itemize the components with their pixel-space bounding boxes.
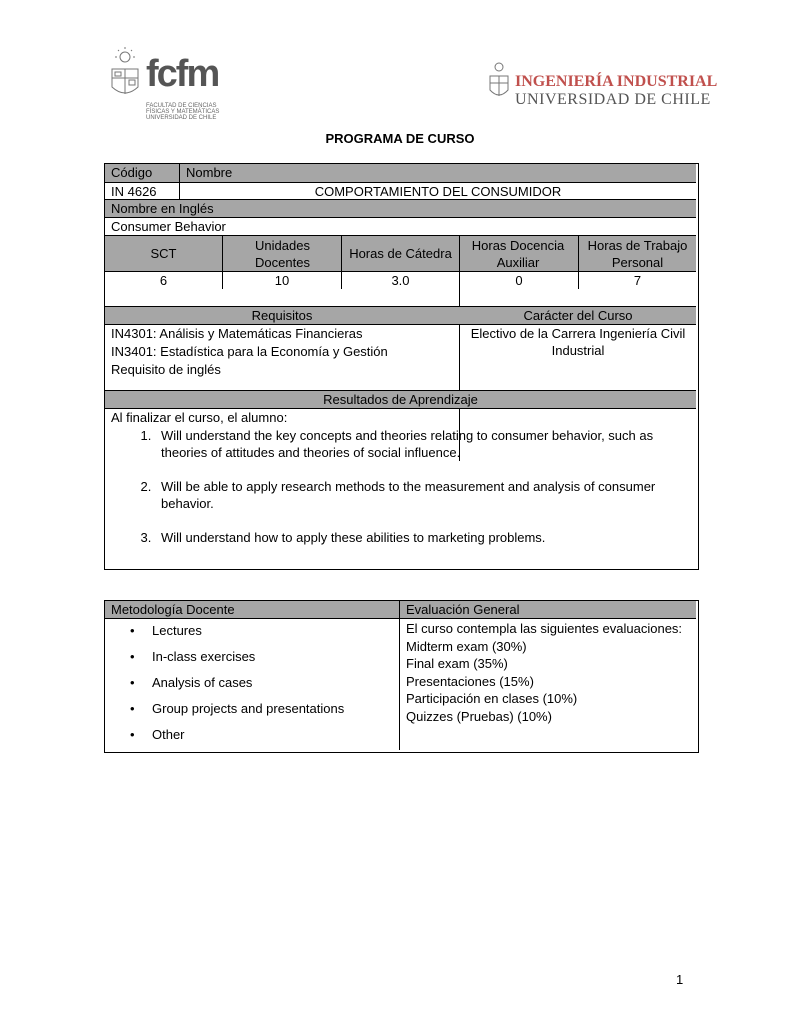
hours-value-catedra: 3.0: [391, 273, 410, 288]
page-title: PROGRAMA DE CURSO: [325, 131, 475, 146]
fcfm-wordmark: fcfm: [146, 53, 219, 95]
ingenieria-industrial-logo: [488, 60, 718, 110]
methodology-table: [104, 600, 699, 753]
methodology-list: [105, 622, 399, 752]
course-character: Electivo de la Carrera Ingeniería Civil Industrial: [470, 326, 686, 358]
methodology-item: • Analysis of cases: [130, 675, 253, 690]
hours-value-sct: 6: [159, 273, 168, 288]
english-name-label: Nombre en Inglés: [111, 201, 214, 216]
fcfm-sub-line: FÍSICAS Y MATEMÁTICAS: [146, 109, 220, 115]
fcfm-sub-line: FACULTAD DE CIENCIAS: [146, 103, 217, 109]
hours-header-sct: SCT: [150, 246, 177, 261]
outcome-item: 2. Will be able to apply research methods to the measurement and analysis of consumer behavior.: [155, 478, 690, 512]
english-name: Consumer Behavior: [111, 219, 226, 234]
hours-value-personal: 7: [633, 273, 642, 288]
outcomes-list: [105, 427, 690, 563]
requirement-item: Requisito de inglés: [111, 362, 221, 377]
hours-header-personal: Horas de Trabajo Personal: [587, 238, 688, 270]
methodology-item: • Lectures: [130, 623, 202, 638]
evaluation-item: Presentaciones (15%): [406, 673, 534, 689]
methodology-item: • Other: [130, 727, 185, 742]
requirement-item: IN4301: Análisis y Matemáticas Financieras: [111, 326, 363, 341]
dept-name: INGENIERÍA INDUSTRIAL: [515, 73, 718, 90]
outcome-item: 1. Will understand the key concepts and theories relating to consumer behavior, such as theories of attitudes and theories of social influence.: [155, 427, 690, 461]
university-seal-icon: [108, 47, 142, 109]
hours-value-auxiliar: 0: [515, 273, 523, 288]
hours-header-auxiliar: Horas Docencia Auxiliar: [471, 238, 565, 270]
course-name: COMPORTAMIENTO DEL CONSUMIDOR: [314, 184, 562, 199]
course-code: IN 4626: [111, 184, 157, 199]
evaluation-item: Participación en clases (10%): [406, 691, 578, 706]
evaluation-label: Evaluación General: [406, 602, 520, 617]
outcome-item: 3. Will understand how to apply these abilities to marketing problems.: [155, 529, 690, 546]
requirement-item: IN3401: Estadística para la Economía y Gestión: [111, 344, 388, 359]
name-label: Nombre: [186, 165, 233, 180]
requirements-label: Requisitos: [251, 308, 313, 323]
page-number: 1: [676, 972, 684, 987]
evaluation-item: Final exam (35%): [406, 656, 508, 671]
hours-header-unidades: Unidades Docentes: [255, 238, 310, 270]
methodology-item: • In-class exercises: [130, 649, 256, 664]
evaluation-list: [400, 620, 696, 725]
hours-value-unidades: 10: [274, 273, 290, 288]
methodology-label: Metodología Docente: [111, 602, 235, 617]
fcfm-logo: [108, 45, 238, 125]
outcomes-intro: Al finalizar el curso, el alumno:: [111, 410, 288, 425]
university-name: UNIVERSIDAD DE CHILE: [515, 91, 711, 108]
course-table: [104, 163, 699, 570]
evaluation-item: Quizzes (Pruebas) (10%): [406, 708, 552, 724]
outcomes-label: Resultados de Aprendizaje: [323, 392, 478, 407]
fcfm-sub-line: UNIVERSIDAD DE CHILE: [146, 115, 217, 121]
code-label: Código: [111, 165, 153, 180]
evaluation-item: Midterm exam (30%): [406, 638, 527, 654]
university-seal-icon: [488, 60, 510, 106]
evaluation-intro: El curso contempla las siguientes evaluaciones:: [406, 621, 683, 636]
methodology-item: • Group projects and presentations: [130, 701, 345, 716]
hours-header-catedra: Horas de Cátedra: [349, 246, 452, 261]
course-character-label: Carácter del Curso: [523, 308, 633, 323]
